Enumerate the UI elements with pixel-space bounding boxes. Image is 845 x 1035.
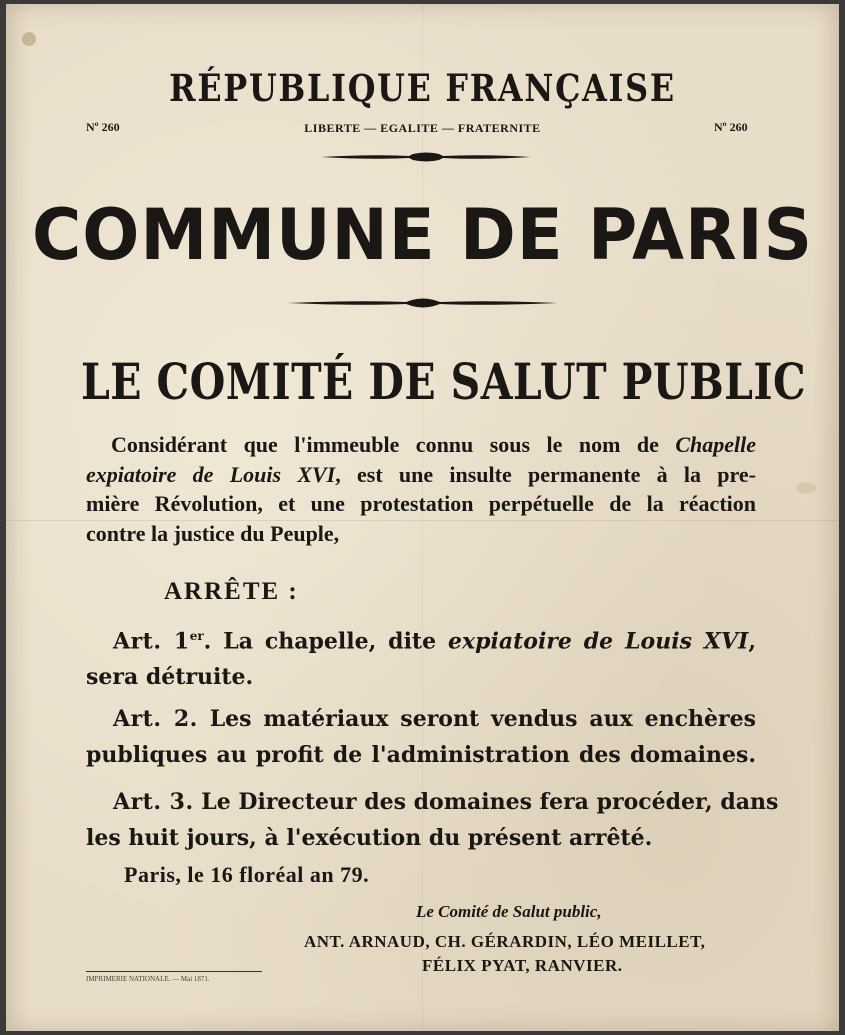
article-line: [86, 618, 756, 659]
considerant-line: [86, 430, 756, 460]
considerant-italic-text: Chapelle: [675, 432, 756, 457]
considerant-line: mière Révolution, et une protestation perpétuelle de la réaction: [86, 491, 756, 516]
article-number: Art. 2.: [113, 706, 198, 732]
article-line: sera détruite.: [86, 664, 254, 691]
article-text: ,: [748, 628, 756, 655]
considerant-paragraph: [86, 430, 756, 548]
article-text: . La chapelle, dite: [203, 628, 448, 655]
article-2: [86, 701, 756, 773]
article-line: [86, 784, 779, 820]
considerant-text: Considérant que l'immeuble connu sous le nom de: [111, 432, 676, 457]
ornamental-rule-top: [321, 150, 531, 164]
article-number: Art. 3.: [113, 789, 194, 815]
considerant-line: [86, 460, 756, 490]
republique-heading: RÉPUBLIQUE FRANÇAISE: [169, 66, 676, 110]
article-line: les huit jours, à l'exécution du présent arrêté.: [86, 825, 653, 851]
signature-names-line1: ANT. ARNAUD, CH. GÉRARDIN, LÉO MEILLET,: [304, 932, 706, 951]
paper-stain: [22, 32, 36, 46]
considerant-italic-text: expiatoire de Louis XVI: [86, 461, 336, 487]
commune-title: COMMUNE DE PARIS: [32, 194, 813, 276]
signature-names-line2: FÉLIX PYAT, RANVIER.: [422, 956, 623, 975]
comite-heading: LE COMITÉ DE SALUT PUBLIC: [80, 352, 807, 411]
article-1: [86, 618, 756, 695]
poster-number-right: Nº 260: [714, 120, 748, 134]
considerant-line: contre la justice du Peuple,: [86, 520, 340, 546]
paper-stain: [796, 482, 816, 494]
article-line: publiques au profit de l'administration des domaines.: [86, 742, 756, 768]
poster-sheet: [6, 4, 839, 1031]
article-number: Art. 1: [113, 628, 190, 655]
arrete-heading: ARRÊTE :: [164, 578, 299, 605]
article-superscript: er: [189, 629, 204, 643]
printer-imprint: IMPRIMERIE NATIONALE. — Mai 1871.: [86, 975, 210, 983]
considerant-text: , est une insulte permanente à la pre-: [335, 461, 756, 487]
imprint-rule: [86, 971, 262, 972]
article-italic-text: expiatoire de Louis XVI: [448, 628, 749, 655]
date-line: Paris, le 16 floréal an 79.: [124, 862, 370, 887]
poster-number-left: Nº 260: [86, 120, 120, 134]
article-3: [86, 784, 779, 856]
signature-heading: Le Comité de Salut public,: [416, 902, 602, 921]
ornamental-rule-middle: [288, 296, 558, 310]
article-text: Les matériaux seront vendus aux enchères: [197, 706, 756, 732]
article-text: Le Directeur des domaines fera procéder, dans: [193, 789, 779, 815]
article-line: [86, 701, 756, 737]
national-motto: LIBERTE — EGALITE — FRATERNITE: [304, 121, 541, 135]
